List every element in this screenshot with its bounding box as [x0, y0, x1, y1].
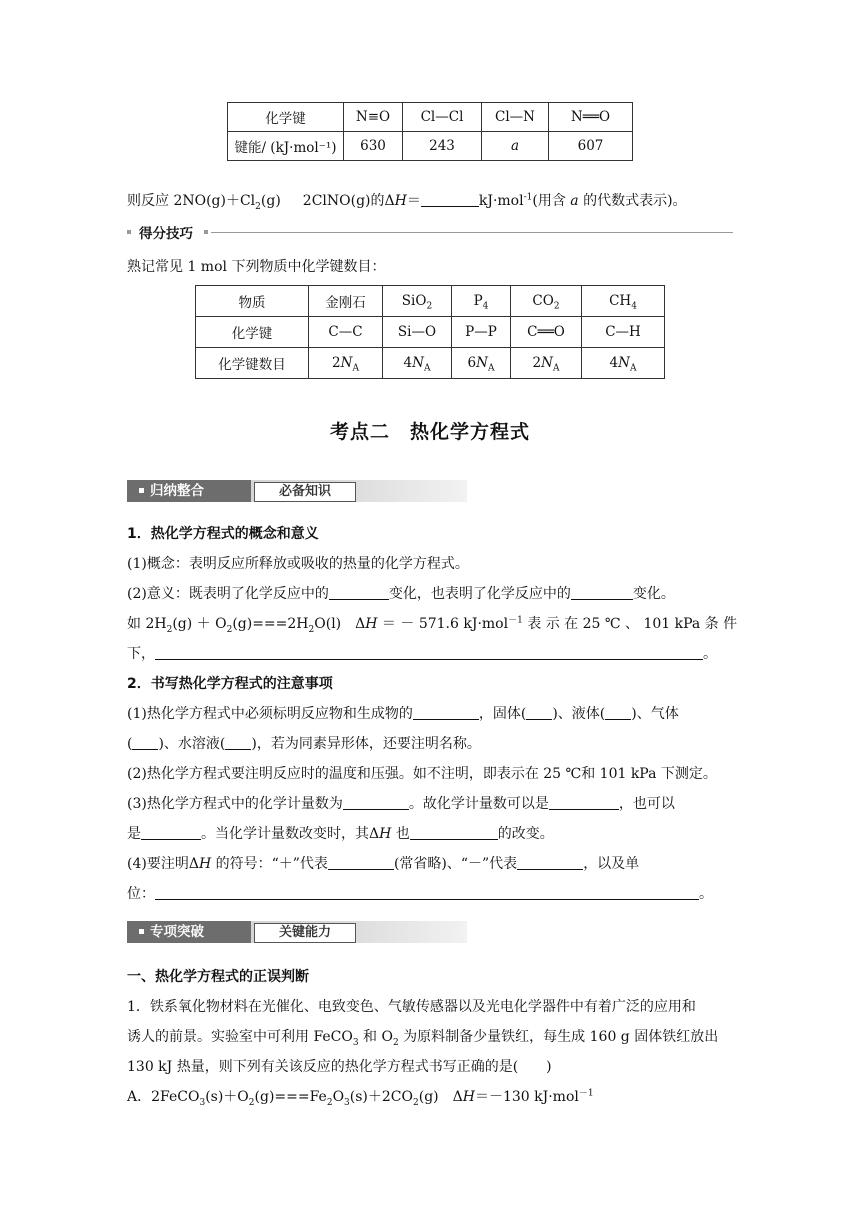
answer-blank[interactable]: [329, 585, 389, 600]
paragraph: 1．铁系氧化物材料在光催化、电致变色、气敏传感器以及光电化学器件中有着广泛的应用和: [127, 999, 696, 1015]
question-line: [127, 191, 687, 211]
remember-text: 熟记常见 1 mol 下列物质中化学键数目：: [127, 259, 386, 275]
paragraph: [127, 1027, 718, 1047]
tip-dot: [204, 230, 208, 234]
subscript: 2: [326, 1097, 333, 1108]
paragraph: [127, 644, 717, 664]
text: (g) ＋ O: [172, 616, 227, 632]
table-cell: [582, 348, 665, 379]
subscript: 2: [393, 1037, 399, 1048]
tip-header: [127, 222, 733, 242]
table-cell: Si—O: [383, 317, 452, 348]
text: (g) Δ: [418, 1089, 463, 1105]
section-title: 考点二 热化学方程式: [329, 421, 530, 443]
text: 的改变。: [497, 826, 554, 842]
banner-practice: [127, 921, 467, 943]
table-cell: [309, 348, 383, 379]
text: a: [570, 193, 579, 209]
table-cell: [383, 348, 452, 379]
subscript: 2: [248, 1097, 255, 1108]
text: O: [332, 1089, 345, 1105]
subscript: A: [487, 363, 495, 374]
text: )、气体: [631, 706, 679, 722]
count: 2: [332, 355, 341, 371]
count: 2: [532, 355, 542, 371]
banner-dark: [127, 921, 251, 943]
text: ，也可以: [618, 796, 675, 812]
table-cell: C—C: [309, 317, 383, 348]
answer-blank[interactable]: [225, 735, 251, 750]
table-cell: C—H: [582, 317, 665, 348]
banner-light: 必备知识: [254, 482, 356, 502]
text: ＝: [406, 193, 421, 209]
answer-blank[interactable]: [526, 705, 552, 720]
paragraph: [127, 584, 675, 604]
tip-rule-left: [127, 230, 131, 234]
table-cell: 物质: [196, 286, 309, 317]
answer-blank[interactable]: [410, 825, 498, 840]
var-n: N: [476, 355, 488, 371]
subscript: 3: [344, 1097, 350, 1108]
table-cell: N≡O: [344, 103, 403, 132]
text: 的代数式表示)。: [578, 193, 687, 209]
variable-a: a: [510, 138, 520, 154]
table-row: [196, 348, 665, 379]
subscript: 3: [199, 1097, 206, 1108]
text: (g): [260, 193, 281, 209]
bond-energy-table: [227, 102, 633, 161]
heading-1: 1．热化学方程式的概念和意义: [127, 526, 319, 542]
text: 如 2H: [127, 616, 167, 632]
table-cell: 化学键: [228, 103, 344, 132]
text: )、液体(: [552, 706, 606, 722]
answer-blank[interactable]: [155, 885, 699, 900]
paragraph: 是 。当化学计量数改变时，其ΔH 也 的改变。: [127, 826, 554, 842]
banner-label: 专项突破: [150, 924, 204, 940]
subscript: A: [552, 363, 560, 374]
table-cell: SiO$_2$: [383, 286, 452, 317]
text: (2)意义：既表明了化学反应中的: [127, 586, 329, 602]
text: (常省略)、“－”代表: [393, 856, 518, 872]
table-row: [228, 103, 633, 132]
table-cell: [452, 348, 511, 379]
answer-blank[interactable]: [343, 795, 409, 810]
table-cell: $P_4$: [452, 286, 511, 317]
paragraph: [127, 794, 675, 814]
text: 位：: [127, 886, 155, 902]
table-cell: [511, 348, 582, 379]
superscript: -1: [523, 192, 533, 203]
text: 则反应 2NO(g)＋Cl: [127, 193, 256, 209]
heading-2: 2．书写热化学方程式的注意事项: [127, 676, 333, 692]
answer-blank[interactable]: [571, 585, 633, 600]
subscript: 3: [352, 1037, 359, 1048]
text: 诱人的前景。实验室中可利用 FeCO: [127, 1029, 353, 1045]
text: 。故化学计量数可以是: [408, 796, 549, 812]
text: )，若为同素异形体，还要注明名称。: [251, 736, 481, 752]
text: (: [127, 736, 133, 752]
subscript: A: [629, 363, 637, 374]
table-cell: 键能/ (kJ·mol⁻¹): [228, 132, 344, 161]
banner-light: 关键能力: [254, 923, 356, 943]
table-cell: [482, 132, 549, 161]
paragraph: 如 $2H_2(g) + O_2(g)===2H_2O(l)$ ΔH ＝ － 571.6 kJ·mol$^{-1}$ 表 示 在 25 ℃ 、 101 kPa 条 件: [127, 615, 738, 635]
table-cell: $CO_2$: [511, 286, 582, 317]
answer-blank[interactable]: [141, 825, 201, 840]
text: 表 示 在 25 ℃ 、 101 kPa 条 件: [522, 616, 738, 632]
answer-blank[interactable]: [421, 192, 479, 207]
subscript: A: [352, 363, 359, 374]
banner-label: 归纳整合: [150, 483, 204, 499]
text: H: [394, 193, 407, 209]
text: kJ·mol: [478, 193, 524, 209]
superscript: －1: [578, 1088, 594, 1099]
subscript: 2: [426, 301, 433, 312]
heading-3: 一、热化学方程式的正误判断: [127, 969, 309, 985]
subscript: A: [423, 363, 431, 374]
text: ，固体(: [478, 706, 527, 722]
text: 下，: [127, 646, 155, 662]
table-cell: Cl—N: [482, 103, 549, 132]
var-n: N: [618, 355, 630, 371]
table-cell: 化学键: [196, 317, 309, 348]
text: 。: [703, 646, 717, 662]
square-icon: [139, 488, 144, 493]
option-a[interactable]: A．$2FeCO_3(s)+O_2(g)===Fe_2O_3(s)+2CO_2(g)$ ΔH＝－130 kJ·mol$^{-1}$: [127, 1088, 594, 1108]
paragraph: [127, 704, 679, 724]
subscript: 2: [308, 624, 315, 635]
superscript: －1: [508, 615, 523, 626]
table-cell: $CH_4$: [582, 286, 665, 317]
text: ＝－130 kJ·mol: [474, 1089, 579, 1105]
text: (用含: [532, 193, 571, 209]
text: (s)＋O: [205, 1089, 249, 1105]
subscript: 2: [226, 624, 233, 635]
table-row: [196, 317, 665, 348]
answer-blank[interactable]: [413, 705, 479, 720]
text: ，以及单: [583, 856, 640, 872]
table-cell: 金刚石: [309, 286, 383, 317]
answer-blank[interactable]: [132, 735, 158, 750]
text: ＝ － 571.6 kJ·mol: [377, 616, 509, 632]
paragraph: (1)概念：表明反应所释放或吸收的热量的化学方程式。: [127, 556, 469, 572]
table-cell: 化学键数目: [196, 348, 309, 379]
subscript: 2: [553, 301, 560, 312]
table-row: [196, 286, 665, 317]
paragraph: (4)要注明ΔH 的符号：“＋”代表 (常省略)、“－”代表 ，以及单: [127, 856, 640, 872]
table-cell: 607: [549, 132, 633, 161]
answer-blank[interactable]: [328, 855, 394, 870]
table-cell: Cl—Cl: [403, 103, 482, 132]
text: 。当化学计量数改变时，其Δ: [201, 826, 380, 842]
square-icon: [139, 929, 144, 934]
text: 和 O: [358, 1029, 393, 1045]
answer-blank[interactable]: [155, 645, 703, 660]
count: 6: [467, 355, 477, 371]
paragraph: [127, 884, 713, 904]
table-cell: N══O: [549, 103, 633, 132]
text: (4)要注明Δ: [127, 856, 199, 872]
bond-count-table: [195, 285, 665, 379]
text: 的符号：“＋”代表: [211, 856, 328, 872]
banner-summary: [127, 480, 467, 502]
table-cell: C══O: [511, 317, 582, 348]
var-n: N: [541, 355, 553, 371]
text: (g)===Fe: [254, 1089, 327, 1105]
answer-blank[interactable]: [549, 795, 619, 810]
text: 也: [391, 826, 410, 842]
banner-dark: [127, 480, 251, 502]
subscript: 2: [166, 624, 173, 635]
subscript: 2: [413, 1097, 419, 1108]
var-n: N: [412, 355, 424, 371]
text: 为原料制备少量铁红，每生成 160 g 固体铁红放出: [398, 1029, 719, 1045]
table-cell: P—P: [452, 317, 511, 348]
var-n: N: [340, 355, 353, 371]
text: O(l) Δ: [314, 616, 366, 632]
table-cell: 630: [344, 132, 403, 161]
text: 变化。: [632, 586, 675, 602]
text: (1)热化学方程式中必须标明反应物和生成物的: [127, 706, 413, 722]
answer-blank[interactable]: [605, 705, 631, 720]
tip-rule: [211, 232, 733, 233]
table-row: [228, 132, 633, 161]
count: 4: [403, 355, 413, 371]
text: 是: [127, 826, 141, 842]
subscript: 2: [255, 201, 261, 212]
text: (g)===2H: [232, 616, 309, 632]
paragraph: 130 kJ 热量，则下列有关该反应的热化学方程式书写正确的是( ): [127, 1059, 552, 1075]
table-cell: 243: [403, 132, 482, 161]
text: (3)热化学方程式中的化学计量数为: [127, 796, 343, 812]
text: (s)＋2CO: [349, 1089, 413, 1105]
text: A．2FeCO: [127, 1089, 200, 1105]
tip-title: 得分技巧: [139, 226, 193, 242]
paragraph: [127, 734, 481, 754]
text: 2ClNO(g)的Δ: [302, 193, 395, 209]
text: 。: [699, 886, 713, 902]
text: 变化，也表明了化学反应中的: [388, 586, 571, 602]
count: 4: [609, 355, 619, 371]
paragraph: (2)热化学方程式要注明反应时的温度和压强。如不注明，即表示在 25 ℃和 101 kPa 下测定。: [127, 766, 717, 782]
text: )、水溶液(: [158, 736, 226, 752]
answer-blank[interactable]: [517, 855, 583, 870]
